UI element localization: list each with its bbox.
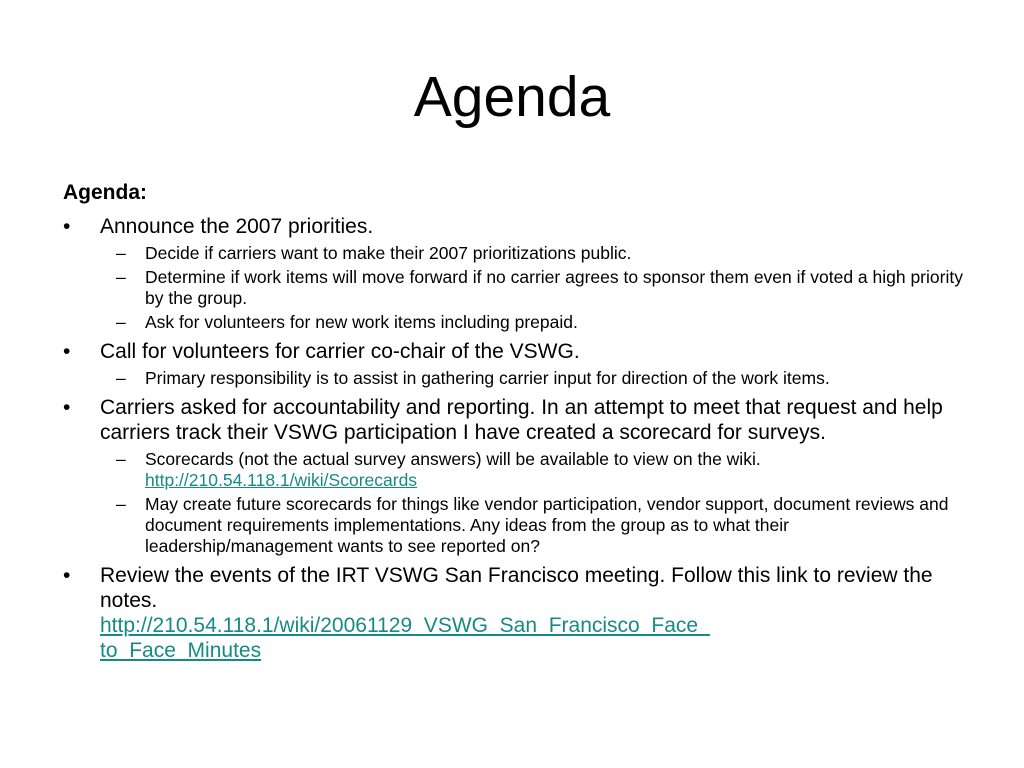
sub-item-text: Determine if work items will move forward if no carrier agrees to sponsor them even if voted a high priority by the group.	[145, 267, 963, 308]
dash-icon: –	[116, 368, 126, 388]
sub-list	[100, 243, 973, 333]
slide-body	[63, 178, 973, 663]
bullet-icon: •	[63, 564, 71, 587]
dash-icon: –	[116, 312, 126, 332]
meeting-notes-link[interactable]: http://210.54.118.1/wiki/20061129_VSWG_San_Francisco_Face_ to_Face_Minutes	[100, 614, 710, 662]
agenda-item-text: Call for volunteers for carrier co-chair of the VSWG.	[100, 340, 580, 363]
bullet-icon: •	[63, 396, 71, 419]
sub-item-text: May create future scorecards for things like vendor participation, vendor support, document reviews and document requirements implementations. Any ideas from the group as to what their leadership/management wants to see reported on?	[145, 494, 949, 556]
sub-item-text: Scorecards (not the actual survey answers) will be available to view on the wiki.	[145, 449, 761, 469]
dash-icon: –	[116, 243, 126, 263]
scorecards-link[interactable]: http://210.54.118.1/wiki/Scorecards	[145, 470, 418, 490]
agenda-item-text: Announce the 2007 priorities.	[100, 215, 374, 238]
sub-item	[100, 449, 973, 491]
agenda-heading: Agenda:	[63, 181, 147, 204]
agenda-item-text: Review the events of the IRT VSWG San Francisco meeting. Follow this link to review the notes.	[100, 564, 933, 612]
agenda-item-text: Carriers asked for accountability and reporting. In an attempt to meet that request and help carriers track their VSWG participation I have created a scorecard for surveys.	[100, 396, 943, 444]
agenda-item	[63, 395, 973, 557]
agenda-item	[63, 339, 973, 389]
sub-item	[100, 368, 973, 389]
sub-list	[100, 368, 973, 389]
sub-item-text: Ask for volunteers for new work items including prepaid.	[145, 312, 578, 332]
dash-icon: –	[116, 267, 126, 287]
bullet-icon: •	[63, 340, 71, 363]
agenda-item	[63, 214, 973, 333]
bullet-icon: •	[63, 215, 71, 238]
agenda-list	[63, 214, 973, 663]
dash-icon: –	[116, 494, 126, 514]
slide-title: Agenda	[413, 65, 611, 129]
sub-item-text: Decide if carriers want to make their 2007 prioritizations public.	[145, 243, 632, 263]
sub-item	[100, 312, 973, 333]
agenda-item	[63, 563, 973, 663]
sub-item	[100, 494, 973, 557]
dash-icon: –	[116, 449, 126, 469]
sub-list	[100, 449, 973, 557]
sub-item	[100, 267, 973, 309]
sub-item-text: Primary responsibility is to assist in gathering carrier input for direction of the work items.	[145, 368, 830, 388]
sub-item	[100, 243, 973, 264]
